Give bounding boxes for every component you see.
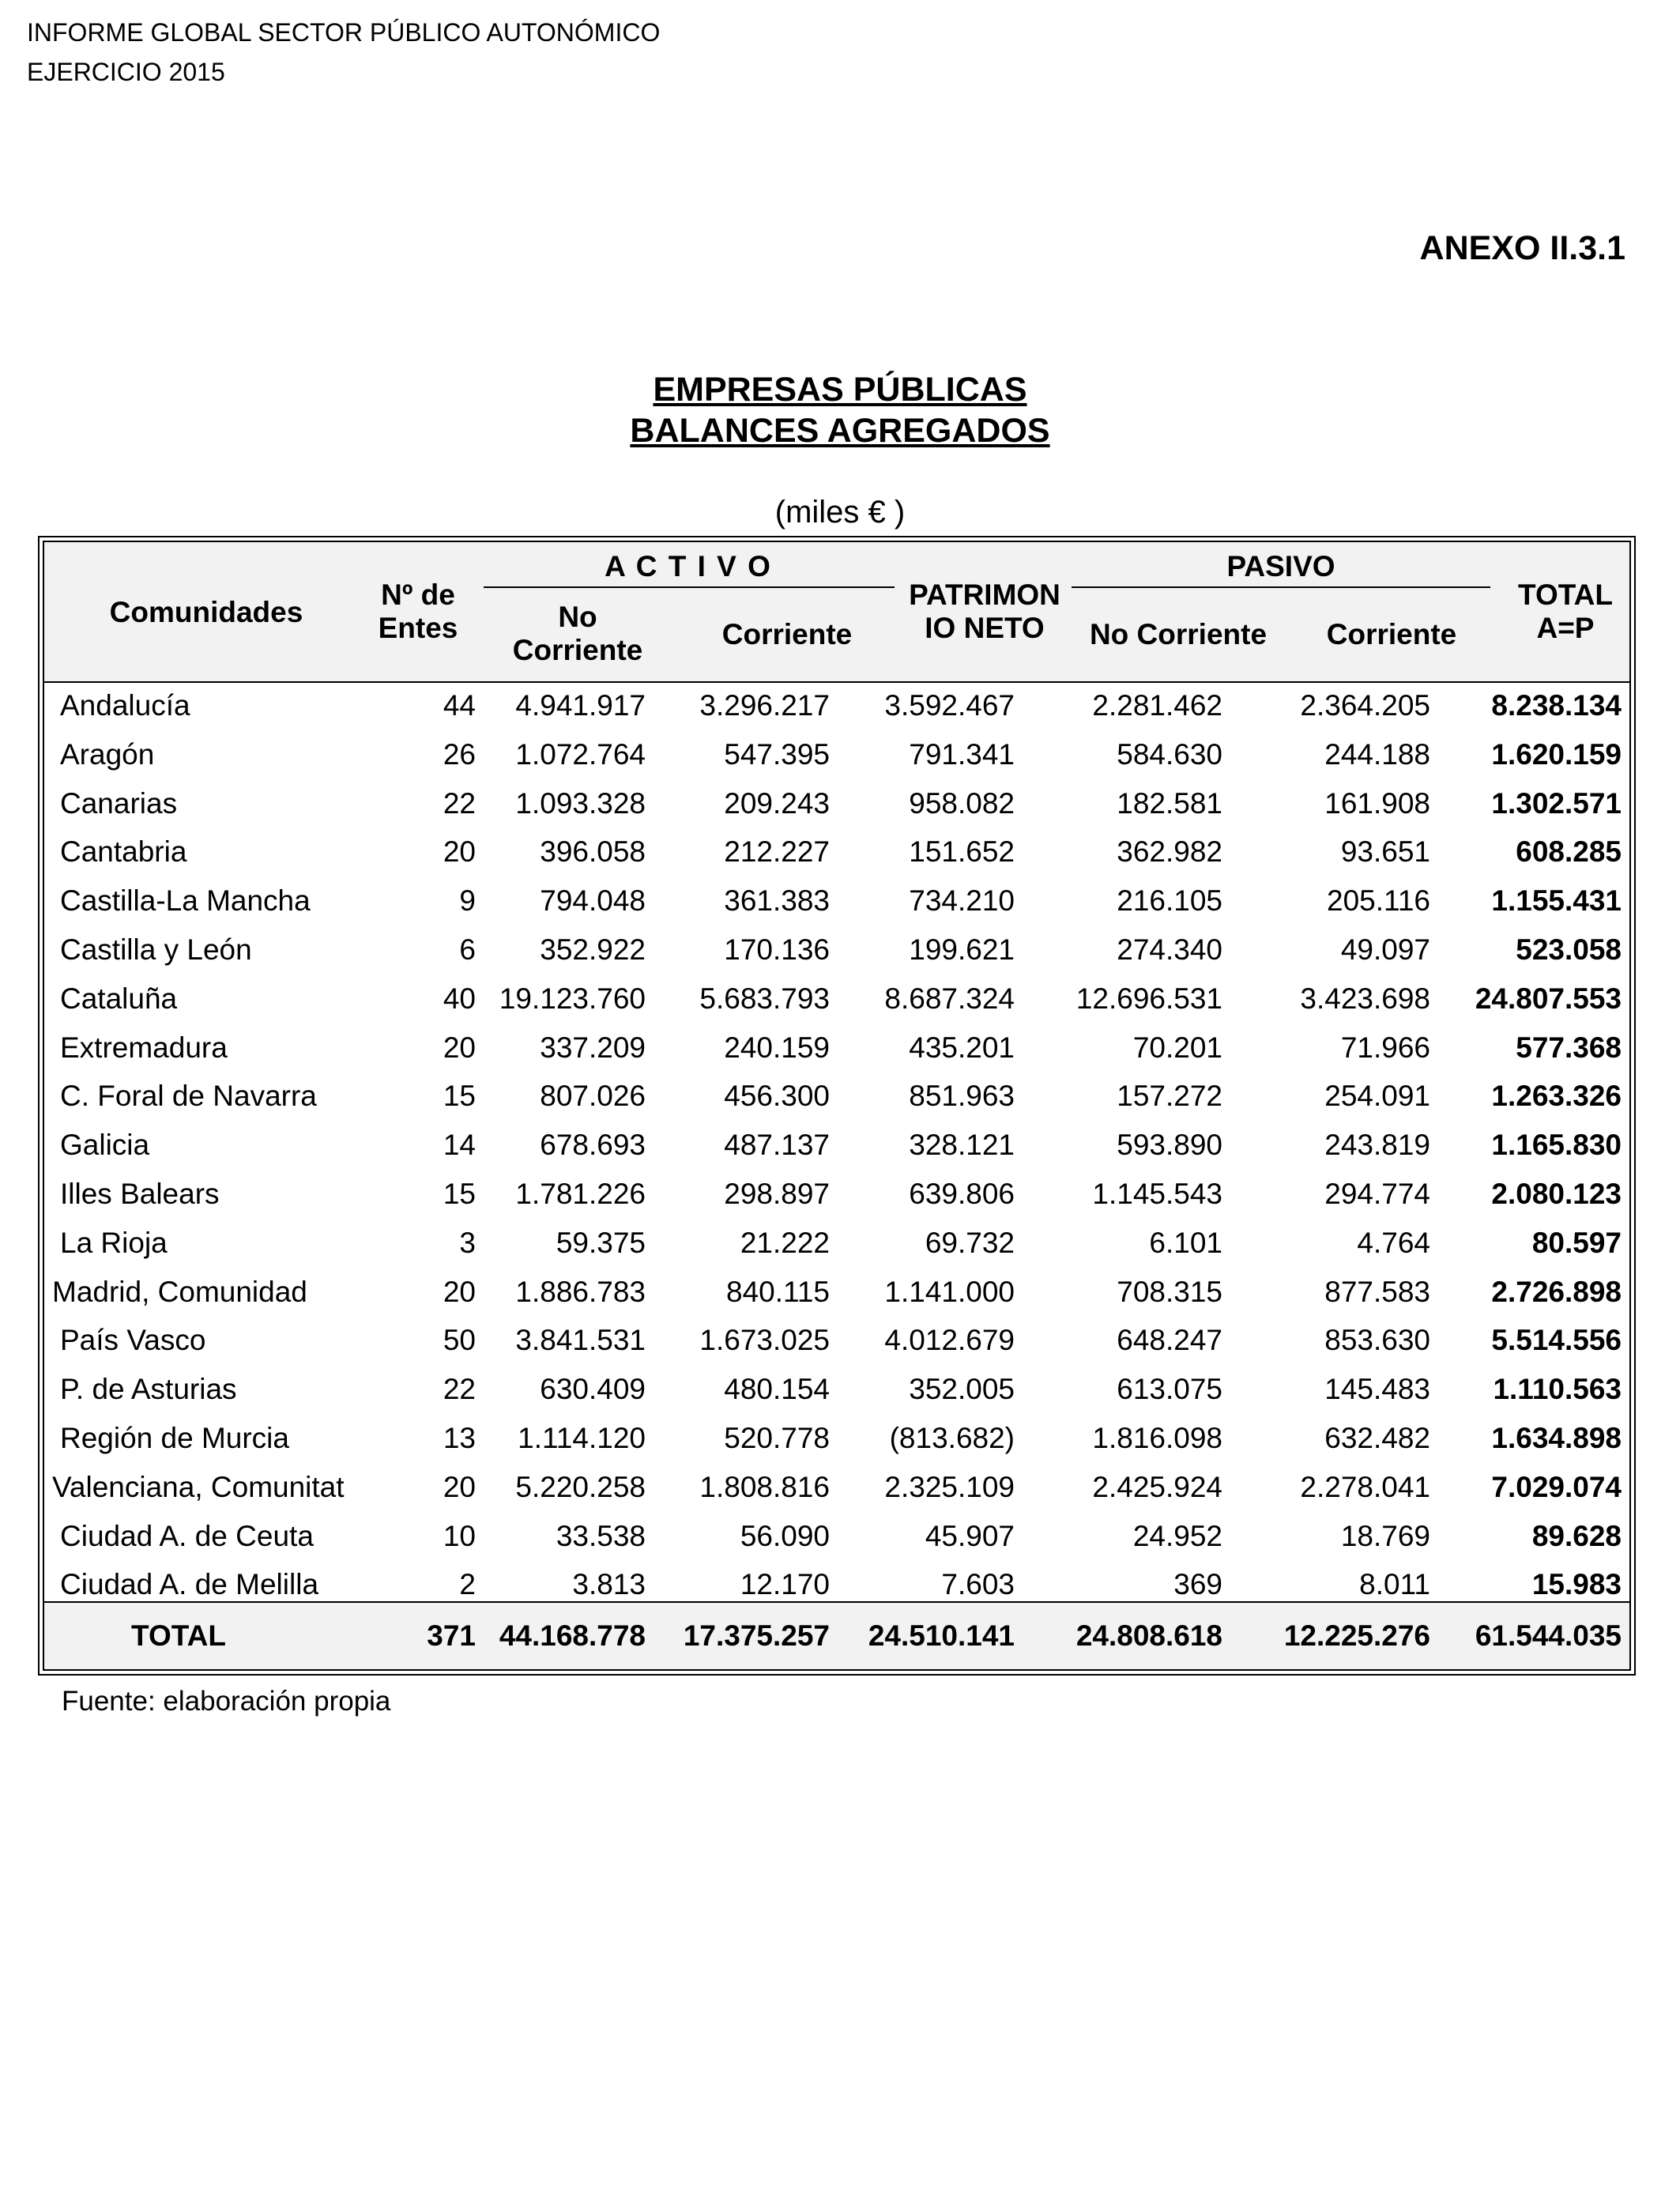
header-pasivo-corriente: Corriente xyxy=(1326,618,1457,650)
row-pn: 328.121 xyxy=(909,1129,1015,1162)
row-pn: 734.210 xyxy=(909,884,1015,918)
row-comunidad: Madrid, Comunidad xyxy=(52,1275,307,1308)
row-pas-nc: 708.315 xyxy=(1117,1275,1222,1308)
report-header-title: INFORME GLOBAL SECTOR PÚBLICO AUTONÓMICO xyxy=(27,18,661,47)
page-title: EMPRESAS PÚBLICAS xyxy=(653,371,1027,409)
total-activo-no-corriente: 44.168.778 xyxy=(499,1619,646,1652)
row-act-c: 480.154 xyxy=(724,1373,830,1406)
row-pn: 2.325.109 xyxy=(884,1470,1015,1503)
row-total: 5.514.556 xyxy=(1491,1324,1622,1357)
row-act-c: 56.090 xyxy=(740,1519,830,1552)
row-act-nc: 337.209 xyxy=(540,1031,646,1064)
table-row xyxy=(44,1219,1629,1268)
row-pas-c: 49.097 xyxy=(1340,933,1430,966)
row-total: 80.597 xyxy=(1531,1226,1622,1259)
table-row xyxy=(44,1121,1629,1170)
row-pas-c: 632.482 xyxy=(1324,1422,1430,1454)
row-total: 2.080.123 xyxy=(1491,1178,1622,1210)
row-act-c: 12.170 xyxy=(740,1568,830,1601)
row-total: 577.368 xyxy=(1516,1031,1622,1064)
table-row xyxy=(44,1414,1629,1463)
row-act-c: 298.897 xyxy=(724,1178,830,1210)
row-pas-c: 4.764 xyxy=(1357,1226,1430,1259)
header-activo-corriente: Corriente xyxy=(721,618,853,650)
row-act-nc: 352.922 xyxy=(540,933,646,966)
row-act-c: 361.383 xyxy=(724,884,830,918)
row-act-c: 520.778 xyxy=(724,1422,830,1454)
row-comunidad: Andalucía xyxy=(60,689,190,722)
row-act-nc: 1.886.783 xyxy=(515,1275,646,1308)
row-pas-c: 3.423.698 xyxy=(1300,982,1430,1015)
row-pas-nc: 369 xyxy=(1173,1568,1222,1601)
row-entes: 20 xyxy=(443,835,476,869)
total-entes: 371 xyxy=(427,1619,476,1652)
total-pasivo-no-corriente: 24.808.618 xyxy=(1075,1619,1222,1652)
table-total-row xyxy=(44,1601,1629,1669)
header-activo-no-corriente: No Corriente xyxy=(512,601,643,666)
row-pn: 3.592.467 xyxy=(884,689,1015,722)
row-pas-nc: 216.105 xyxy=(1117,884,1222,918)
row-pas-c: 18.769 xyxy=(1340,1519,1430,1552)
row-pas-c: 877.583 xyxy=(1324,1275,1430,1308)
table-row xyxy=(44,1023,1629,1072)
row-act-nc: 1.072.764 xyxy=(515,737,646,771)
row-act-c: 3.296.217 xyxy=(699,689,830,722)
row-act-nc: 5.220.258 xyxy=(515,1470,646,1503)
total-pasivo-corriente: 12.225.276 xyxy=(1283,1619,1430,1652)
row-act-c: 487.137 xyxy=(724,1129,830,1162)
row-pn: (813.682) xyxy=(889,1422,1015,1454)
table-row xyxy=(44,876,1629,925)
row-total: 608.285 xyxy=(1516,835,1622,869)
row-entes: 13 xyxy=(443,1422,476,1454)
row-pas-nc: 6.101 xyxy=(1149,1226,1222,1259)
row-act-c: 21.222 xyxy=(740,1226,830,1259)
table-row xyxy=(44,730,1629,779)
row-pas-c: 254.091 xyxy=(1324,1080,1430,1113)
row-entes: 22 xyxy=(443,1373,476,1406)
row-pas-c: 243.819 xyxy=(1324,1129,1430,1162)
table-row xyxy=(44,1316,1629,1365)
row-pas-c: 8.011 xyxy=(1359,1568,1430,1601)
row-comunidad: Canarias xyxy=(60,786,178,820)
row-entes: 26 xyxy=(443,737,476,771)
row-pas-nc: 2.425.924 xyxy=(1092,1470,1222,1503)
row-pn: 958.082 xyxy=(909,786,1015,820)
row-comunidad: Región de Murcia xyxy=(60,1422,289,1454)
row-pas-nc: 584.630 xyxy=(1117,737,1222,771)
row-pas-nc: 613.075 xyxy=(1117,1373,1222,1406)
row-entes: 20 xyxy=(443,1275,476,1308)
row-act-c: 209.243 xyxy=(724,786,830,820)
row-total: 8.238.134 xyxy=(1491,689,1622,722)
row-act-c: 240.159 xyxy=(724,1031,830,1064)
row-act-c: 1.673.025 xyxy=(699,1324,830,1357)
row-entes: 20 xyxy=(443,1031,476,1064)
table-row xyxy=(44,1072,1629,1121)
row-act-nc: 630.409 xyxy=(540,1373,646,1406)
row-pn: 45.907 xyxy=(925,1519,1015,1552)
row-total: 1.165.830 xyxy=(1491,1129,1622,1162)
row-total: 2.726.898 xyxy=(1491,1275,1622,1308)
annex-label: ANEXO II.3.1 xyxy=(1419,229,1625,267)
row-comunidad: Cataluña xyxy=(60,982,178,1015)
pasivo-divider xyxy=(1072,586,1490,588)
row-pn: 151.652 xyxy=(909,835,1015,869)
row-total: 89.628 xyxy=(1531,1519,1622,1552)
row-act-c: 547.395 xyxy=(724,737,830,771)
row-pas-c: 853.630 xyxy=(1324,1324,1430,1357)
table-row xyxy=(44,1463,1629,1512)
row-act-nc: 3.841.531 xyxy=(515,1324,646,1357)
report-header-year: EJERCICIO 2015 xyxy=(27,58,225,86)
row-entes: 50 xyxy=(443,1324,476,1357)
header-pasivo: PASIVO xyxy=(1226,550,1335,582)
table-row xyxy=(44,1365,1629,1414)
activo-divider xyxy=(484,586,895,588)
row-pas-c: 2.364.205 xyxy=(1300,689,1430,722)
header-total: TOTAL A=P xyxy=(1518,579,1613,644)
row-pas-c: 145.483 xyxy=(1324,1373,1430,1406)
row-act-nc: 678.693 xyxy=(540,1129,646,1162)
row-act-nc: 59.375 xyxy=(556,1226,646,1259)
row-total: 1.263.326 xyxy=(1491,1080,1622,1113)
units-label: (miles € ) xyxy=(774,495,906,530)
row-comunidad: P. de Asturias xyxy=(60,1373,237,1406)
row-pas-nc: 1.816.098 xyxy=(1092,1422,1222,1454)
total-patrimonio-neto: 24.510.141 xyxy=(868,1619,1015,1652)
row-pn: 851.963 xyxy=(909,1080,1015,1113)
row-pn: 791.341 xyxy=(909,737,1015,771)
table-row xyxy=(44,779,1629,828)
row-comunidad: La Rioja xyxy=(60,1226,168,1259)
row-pn: 8.687.324 xyxy=(884,982,1015,1015)
header-entes: Nº de Entes xyxy=(378,579,458,644)
row-pas-c: 161.908 xyxy=(1324,786,1430,820)
row-comunidad: Aragón xyxy=(60,737,155,771)
row-pas-nc: 12.696.531 xyxy=(1075,982,1222,1015)
row-entes: 2 xyxy=(459,1568,476,1601)
row-comunidad: C. Foral de Navarra xyxy=(60,1080,317,1113)
row-act-nc: 794.048 xyxy=(540,884,646,918)
row-comunidad: Illes Balears xyxy=(60,1178,220,1210)
row-entes: 22 xyxy=(443,786,476,820)
row-act-nc: 3.813 xyxy=(572,1568,646,1601)
row-total: 1.634.898 xyxy=(1491,1422,1622,1454)
row-act-nc: 396.058 xyxy=(540,835,646,869)
header-comunidades: Comunidades xyxy=(109,596,303,628)
row-pas-nc: 274.340 xyxy=(1117,933,1222,966)
row-pas-nc: 593.890 xyxy=(1117,1129,1222,1162)
table-row xyxy=(44,925,1629,974)
row-total: 7.029.074 xyxy=(1491,1470,1622,1503)
row-act-nc: 807.026 xyxy=(540,1080,646,1113)
row-total: 523.058 xyxy=(1516,933,1622,966)
row-act-c: 170.136 xyxy=(724,933,830,966)
row-pas-nc: 362.982 xyxy=(1117,835,1222,869)
row-act-c: 456.300 xyxy=(724,1080,830,1113)
row-pas-nc: 24.952 xyxy=(1132,1519,1222,1552)
total-activo-corriente: 17.375.257 xyxy=(683,1619,830,1652)
header-activo: A C T I V O xyxy=(605,550,772,582)
row-total: 24.807.553 xyxy=(1475,982,1622,1015)
balance-table xyxy=(38,536,1636,1676)
row-total: 1.302.571 xyxy=(1491,786,1622,820)
row-comunidad: Galicia xyxy=(60,1129,150,1162)
row-act-nc: 33.538 xyxy=(556,1519,646,1552)
row-entes: 15 xyxy=(443,1080,476,1113)
row-comunidad: Extremadura xyxy=(60,1031,228,1064)
row-act-c: 5.683.793 xyxy=(699,982,830,1015)
row-act-nc: 1.781.226 xyxy=(515,1178,646,1210)
row-pas-nc: 70.201 xyxy=(1132,1031,1222,1064)
row-pas-c: 71.966 xyxy=(1340,1031,1430,1064)
row-act-c: 840.115 xyxy=(726,1275,830,1308)
table-row xyxy=(44,1170,1629,1219)
row-pas-nc: 2.281.462 xyxy=(1092,689,1222,722)
row-total: 1.110.563 xyxy=(1493,1373,1622,1406)
row-comunidad: Castilla y León xyxy=(60,933,252,966)
row-pn: 7.603 xyxy=(941,1568,1015,1601)
row-entes: 6 xyxy=(459,933,476,966)
row-act-nc: 4.941.917 xyxy=(515,689,646,722)
row-pas-c: 294.774 xyxy=(1324,1178,1430,1210)
row-pn: 69.732 xyxy=(925,1226,1015,1259)
row-comunidad: Castilla-La Mancha xyxy=(60,884,311,918)
table-row xyxy=(44,1512,1629,1561)
row-pn: 1.141.000 xyxy=(884,1275,1015,1308)
source-note: Fuente: elaboración propia xyxy=(62,1686,391,1717)
row-pn: 639.806 xyxy=(909,1178,1015,1210)
total-total: 61.544.035 xyxy=(1475,1619,1622,1652)
table-row xyxy=(44,681,1629,730)
row-pn: 435.201 xyxy=(909,1031,1015,1064)
row-entes: 9 xyxy=(459,884,476,918)
row-pas-nc: 648.247 xyxy=(1117,1324,1222,1357)
row-act-nc: 1.093.328 xyxy=(515,786,646,820)
row-pas-c: 93.651 xyxy=(1340,835,1430,869)
row-pn: 199.621 xyxy=(909,933,1015,966)
row-total: 1.620.159 xyxy=(1491,737,1622,771)
row-entes: 15 xyxy=(443,1178,476,1210)
row-pas-nc: 182.581 xyxy=(1117,786,1222,820)
row-comunidad: Cantabria xyxy=(60,835,187,869)
row-entes: 10 xyxy=(443,1519,476,1552)
row-pn: 4.012.679 xyxy=(884,1324,1015,1357)
row-act-c: 212.227 xyxy=(724,835,830,869)
row-act-nc: 19.123.760 xyxy=(499,982,646,1015)
header-patrimonio-neto: PATRIMON IO NETO xyxy=(909,579,1060,644)
row-pas-nc: 1.145.543 xyxy=(1092,1178,1222,1210)
row-pas-c: 244.188 xyxy=(1324,737,1430,771)
row-comunidad: Ciudad A. de Melilla xyxy=(60,1568,319,1601)
row-entes: 20 xyxy=(443,1470,476,1503)
row-pas-c: 205.116 xyxy=(1327,884,1430,918)
row-entes: 40 xyxy=(443,982,476,1015)
row-comunidad: Ciudad A. de Ceuta xyxy=(60,1519,314,1552)
row-pas-c: 2.278.041 xyxy=(1300,1470,1430,1503)
row-act-nc: 1.114.120 xyxy=(518,1422,646,1454)
table-row xyxy=(44,974,1629,1023)
row-pn: 352.005 xyxy=(909,1373,1015,1406)
row-entes: 14 xyxy=(443,1129,476,1162)
page-subtitle: BALANCES AGREGADOS xyxy=(630,412,1050,450)
table-row xyxy=(44,1268,1629,1317)
header-pasivo-no-corriente: No Corriente xyxy=(1089,618,1268,650)
table-row xyxy=(44,827,1629,876)
total-label: TOTAL xyxy=(131,1619,226,1652)
row-total: 1.155.431 xyxy=(1491,884,1622,918)
row-comunidad: Valenciana, Comunitat xyxy=(52,1470,345,1503)
row-pas-nc: 157.272 xyxy=(1117,1080,1222,1113)
row-total: 15.983 xyxy=(1531,1568,1622,1601)
row-entes: 44 xyxy=(443,689,476,722)
row-entes: 3 xyxy=(459,1226,476,1259)
row-act-c: 1.808.816 xyxy=(699,1470,830,1503)
row-comunidad: País Vasco xyxy=(60,1324,206,1357)
